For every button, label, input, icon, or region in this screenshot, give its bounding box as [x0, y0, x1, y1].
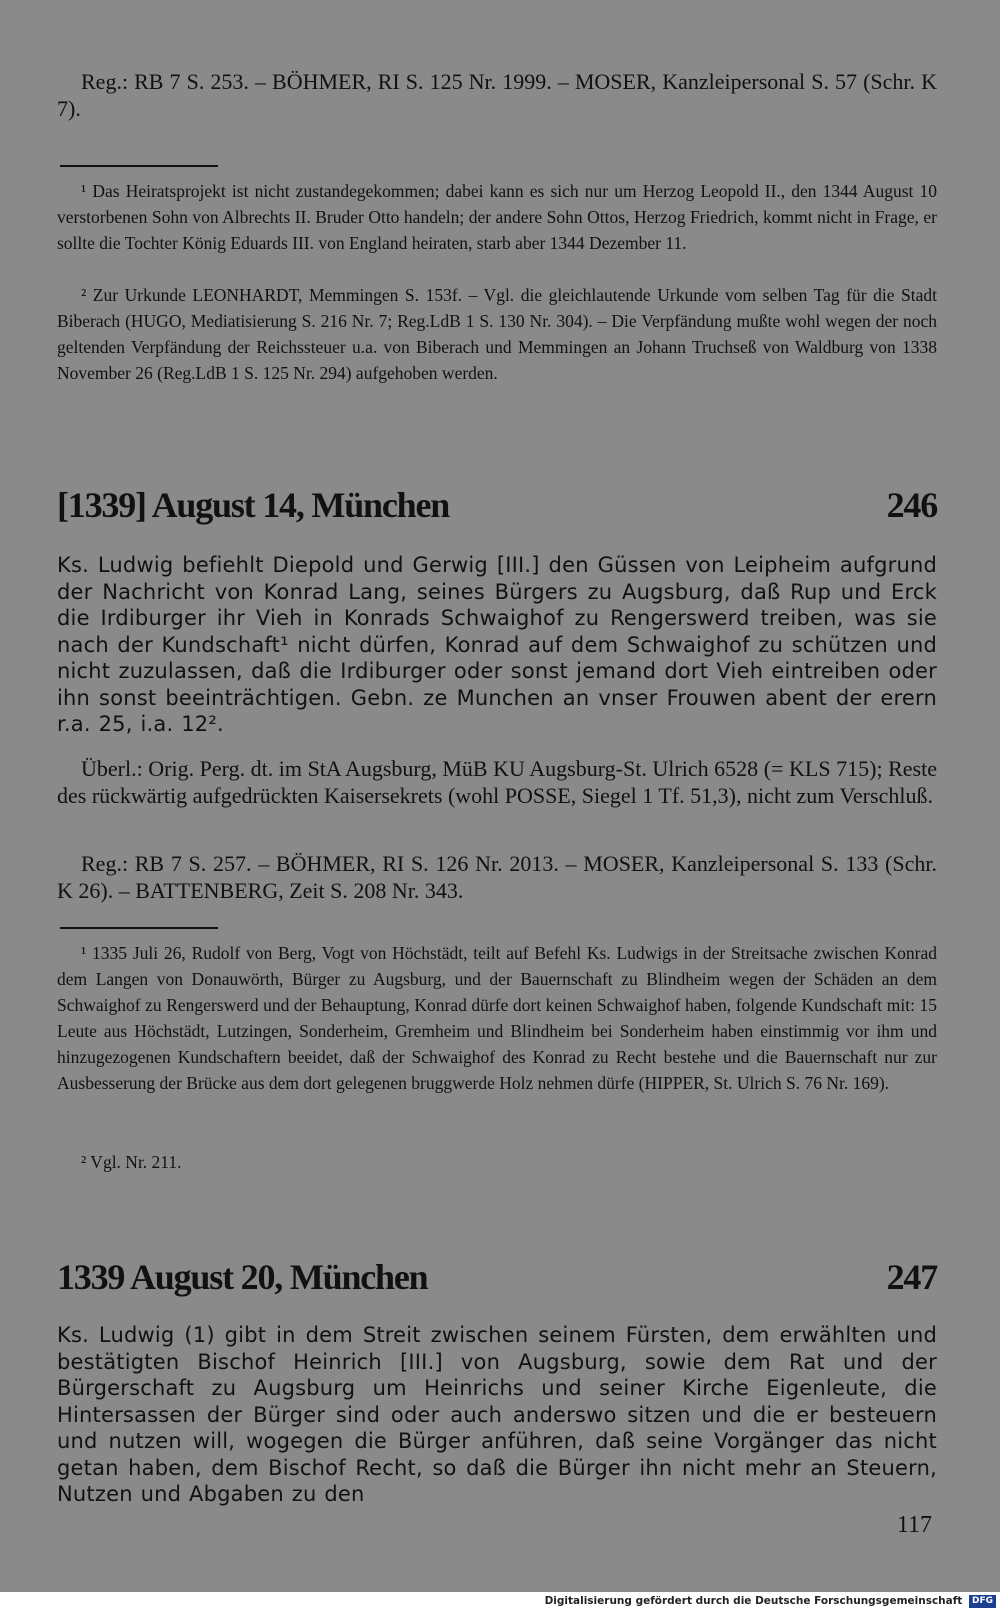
- page-number: 117: [896, 1512, 932, 1538]
- entry-number: 247: [886, 1257, 937, 1297]
- entry-heading-246: [57, 484, 937, 528]
- entry-date-place: 1339 August 20, München: [57, 1257, 428, 1297]
- top-reg-line: Reg.: RB 7 S. 253. – BÖHMER, RI S. 125 Nr. 1999. – MOSER, Kanzleipersonal S. 57 (Schr. K 7).: [57, 69, 937, 121]
- entry-number: 246: [886, 485, 937, 525]
- entry-246-regest: Ks. Ludwig befiehlt Diepold und Gerwig [III.] den Güssen von Leipheim aufgrund der Nachricht von Konrad Lang, seines Bürgers zu Augsburg, daß Rup und Erck die Irdiburger ihr Vieh in Konrads Schwaighof zu Rengerswerd treiben, was sie nach der Kundschaft¹ nicht dürfen, Konrad auf dem Schwaighof zu schützen und nicht zuzulassen, daß die Irdiburger oder sonst jemand dort Vieh eintreiben oder ihn sonst beeinträchtigen. Gebn. ze Munchen an vnser Frouwen abent der erern r.a. 25, i.a. 12².: [57, 553, 937, 736]
- entry-246-regesten: Reg.: RB 7 S. 257. – BÖHMER, RI S. 126 Nr. 2013. – MOSER, Kanzleipersonal S. 133 (Schr. K 26). – BATTENBERG, Zeit S. 208 Nr. 343.: [57, 851, 937, 903]
- footnote-246-1: ¹ 1335 Juli 26, Rudolf von Berg, Vogt von Höchstädt, teilt auf Befehl Ks. Ludwigs in der Streitsache zwischen Konrad dem Langen von Donauwörth, Bürger zu Augsburg, und der Bauernschaft zu Blindheim wegen der Schäden an dem Schwaighof zu Rengerswerd und der Behauptung, Konrad dürfe dort keinen Schwaighof haben, folgende Kundschaft mit: 15 Leute aus Höchstädt, Lutzingen, Sonderheim, Gremheim und Blindheim bei Sonderheim haben einstimmig vor ihm und hinzugezogenen Kundschaftern beeidet, daß der Schwaighof des Konrad zu Recht bestehe und die Bauernschaft nur zur Ausbesserung der Brücke aus dem dort gelegenen bruggwerde Holz nehmen dürfe (HIPPER, St. Ulrich S. 76 Nr. 169).: [57, 943, 937, 1093]
- entry-date-place: [1339] August 14, München: [57, 485, 450, 525]
- credit-text: Digitalisierung gefördert durch die Deutsche Forschungsgemeinschaft: [544, 1595, 963, 1607]
- dfg-logo: DFG: [969, 1595, 996, 1608]
- footnote-rule: [60, 165, 218, 167]
- footnote-2: ² Zur Urkunde LEONHARDT, Memmingen S. 153f. – Vgl. die gleichlautende Urkunde vom selben Tag für die Stadt Biberach (HUGO, Mediatisierung S. 216 Nr. 7; Reg.LdB 1 S. 130 Nr. 304). – Die Verpfändung mußte wohl wegen der noch geltenden Verpfändung der Reichssteuer u.a. von Biberach und Memmingen an Johann Truchseß von Waldburg von 1338 November 26 (Reg.LdB 1 S. 125 Nr. 294) aufgehoben werden.: [57, 285, 937, 383]
- footnote-rule: [60, 927, 218, 929]
- footnote-246-2: ² Vgl. Nr. 211.: [81, 1152, 182, 1172]
- footnote-1: ¹ Das Heiratsprojekt ist nicht zustandegekommen; dabei kann es sich nur um Herzog Leopold II., den 1344 August 10 verstorbenen Sohn von Albrechts II. Bruder Otto handeln; der andere Sohn Ottos, Herzog Friedrich, kommt nicht in Frage, er sollte die Tochter König Eduards III. von England heiraten, starb aber 1344 Dezember 11.: [57, 181, 937, 253]
- dfg-credit-line: [545, 1592, 996, 1611]
- entry-247-regest: Ks. Ludwig (1) gibt in dem Streit zwischen seinem Fürsten, dem erwählten und bestätigten Bischof Heinrich [III.] von Augsburg, sowie dem Rat und der Bürgerschaft zu Augsburg um Heinrichs und seiner Kirche Eigenleute, die Hintersassen der Bürger sind oder auch anderswo sitzen und die er besteuern und nutzen will, wogegen die Bürger anführen, daß seine Vorgänger das nicht getan haben, dem Bischof Recht, so daß die Bürger ihn nicht mehr an Steuern, Nutzen und Abgaben zu den: [57, 1323, 937, 1506]
- entry-246-ueberlieferung: Überl.: Orig. Perg. dt. im StA Augsburg, MüB KU Augsburg-St. Ulrich 6528 (= KLS 715); Reste des rückwärtig aufgedrückten Kaisersekrets (wohl POSSE, Siegel 1 Tf. 51,3), nicht zum Verschluß.: [57, 756, 937, 808]
- entry-heading-247: [57, 1256, 937, 1300]
